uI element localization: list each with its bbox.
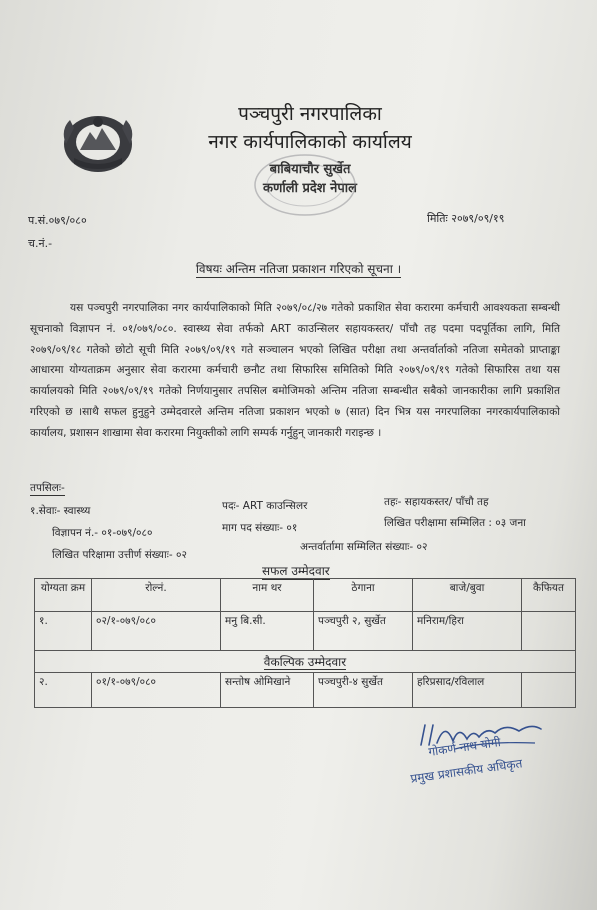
likhit-sammilit-label: लिखित परीक्षामा सम्मिलित : ०३ जना <box>384 517 526 529</box>
cell-remarks <box>522 612 576 651</box>
col-parents: बाजे/बुवा <box>413 579 522 612</box>
letter-date: मितिः २०७९/०९/१९ <box>427 212 505 225</box>
chalani-number: च.नं.- <box>28 237 53 250</box>
signatory-designation: प्रमुख प्रशासकीय अधिकृत <box>409 756 524 786</box>
cell-address: पञ्चपुरी-४ सुर्खेत <box>314 673 413 708</box>
subject-line <box>0 260 597 277</box>
cell-roll: ०१/१-०७९/०८० <box>92 673 221 708</box>
table-row <box>35 673 576 708</box>
maag-label: माग पद संख्याः- ०१ <box>222 522 298 534</box>
table-header-row <box>35 579 576 612</box>
cell-roll: ०२/१-०७९/०८० <box>92 612 221 651</box>
signatory-name: गोकर्ण नाथ योगी <box>427 734 502 759</box>
tapasil-title: तपसिलः- <box>30 482 65 494</box>
office-location: बाबियाचौर सुर्खेत <box>269 162 351 177</box>
patra-sankhya: प.सं.०७९/०८० <box>28 214 87 227</box>
cell-parents: मनिराम/हिरा <box>413 612 522 651</box>
municipality-name: पञ्चपुरी नगरपालिका <box>238 103 382 125</box>
cell-parents: हरिप्रसाद/रविलाल <box>413 673 522 708</box>
col-remarks: कैफियत <box>522 579 576 612</box>
col-rank: योग्यता क्रम <box>35 579 92 612</box>
results-table <box>34 578 576 708</box>
subject-text: विषयः अन्तिम नतिजा प्रकाशन गरिएको सूचना । <box>195 262 402 276</box>
cell-remarks <box>522 673 576 708</box>
cell-name: सन्तोष ओमिखाने <box>221 673 314 708</box>
alternate-title-row <box>35 651 576 673</box>
vigyapan-label: विज्ञापन नं.- ०१-०७९/०८० <box>52 527 153 539</box>
col-roll: रोल्नं. <box>92 579 221 612</box>
col-address: ठेगाना <box>314 579 413 612</box>
successful-candidates-title: सफल उम्मेदवार <box>262 564 330 578</box>
notice-body: यस पञ्चपुरी नगरपालिका नगर कार्यपालिकाको मिति २०७९/०८/२७ गतेको प्रकाशित सेवा करारमा कर्मचारी आवश्यकता सम्बन्धी सूचनाको विज्ञापन नं. ०१/०७९/०८०. स्वास्थ्य सेवा तर्फको ART काउन्सिलर सहायकस्तर/ पाँचौ तह पदमा पदपूर्तिका लागि, मिति २०७९/०९/१८ गतेको छोटो सूची मिति २०७९/०९/१९ गते सञ्चालन भएको लिखित परीक्षा तथा अन्तर्वार्ताको नतिजा समेतको प्राप्ताङ्का आधारमा योग्यताक्रम अनुसार सेवा करारमा कर्मचारी छनौट तथा सिफारिस समितिको मिति २०७९/०९/१९ गतेको सिफारिस तथा यस कार्यालयको मिति २०७९/०९/१९ गतेको निर्णयानुसार तपसिल बमोजिमको अन्तिम नतिजा सम्बन्धीत सबैको जानकारीका लागि प्रकाशित गरिएको छ ।साथै सफल हुनुहुने उम्मेदवारले अन्तिम नतिजा प्रकाशन भएको ७ (सात) दिन भित्र यस नगरपालिका नगरकार्यपालिकाको कार्यालय, प्रशासन शाखामा सेवा करारमा नियुक्तीको लागि सम्पर्क गर्नुहुन् जानकारी गराइन्छ । <box>30 302 560 439</box>
pad-label: पदः- ART काउन्सिलर <box>222 500 308 512</box>
cell-address: पञ्चपुरी २, सुर्खेत <box>314 612 413 651</box>
province-country: कर्णाली प्रदेश नेपाल <box>263 181 357 196</box>
taha-label: तहः- सहायकस्तर/ पाँचौ तह <box>384 496 489 508</box>
nepal-emblem-icon <box>60 110 136 174</box>
likhit-uttirna-label: लिखित परिक्षामा उत्तीर्ण संख्याः- ०२ <box>52 549 187 561</box>
alternate-candidates-title: वैकल्पिक उम्मेदवार <box>263 655 347 669</box>
sewa-label: १.सेवाः- स्वास्थ्य <box>30 505 91 517</box>
cell-rank: २. <box>35 673 92 708</box>
office-stamp-icon <box>250 150 360 220</box>
cell-rank: १. <box>35 612 92 651</box>
col-name: नाम थर <box>221 579 314 612</box>
antarvarta-label: अन्तर्वार्तामा सम्मिलित संख्याः- ०२ <box>300 541 428 553</box>
cell-name: मनु बि.सी. <box>221 612 314 651</box>
table-row <box>35 612 576 651</box>
office-name: नगर कार्यपालिकाको कार्यालय <box>208 131 412 153</box>
